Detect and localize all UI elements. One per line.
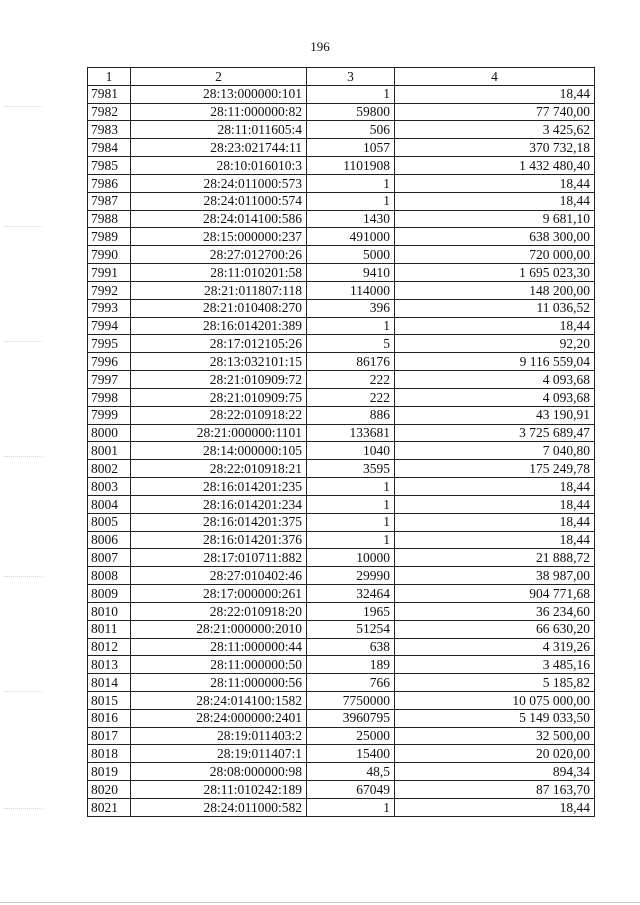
- table-row: [88, 691, 595, 709]
- table-cell-col-1: 7983: [88, 121, 131, 139]
- table-row: [88, 727, 595, 745]
- table-cell-col-1: 8014: [88, 674, 131, 692]
- table-cell-col-1: 8006: [88, 531, 131, 549]
- table-cell-col-2: 28:17:012105:26: [131, 335, 307, 353]
- table-row: [88, 192, 595, 210]
- table-cell-col-1: 8010: [88, 602, 131, 620]
- table-row: [88, 656, 595, 674]
- table-cell-col-2: 28:13:032101:15: [131, 353, 307, 371]
- table-cell-col-4: 18,44: [395, 798, 595, 816]
- table-cell-col-3: 1430: [307, 210, 395, 228]
- table-cell-col-1: 7990: [88, 246, 131, 264]
- table-cell-col-3: 1040: [307, 442, 395, 460]
- table-row: [88, 781, 595, 799]
- table-cell-col-2: 28:22:010918:21: [131, 460, 307, 478]
- table-row: [88, 157, 595, 175]
- table-cell-col-2: 28:24:000000:2401: [131, 709, 307, 727]
- table-cell-col-4: 3 425,62: [395, 121, 595, 139]
- table-cell-col-4: 1 432 480,40: [395, 157, 595, 175]
- table-cell-col-2: 28:24:011000:573: [131, 174, 307, 192]
- data-table: [87, 67, 595, 817]
- table-cell-col-2: 28:11:011605:4: [131, 121, 307, 139]
- table-cell-col-3: 133681: [307, 424, 395, 442]
- table-cell-col-3: 51254: [307, 620, 395, 638]
- table-cell-col-4: 18,44: [395, 192, 595, 210]
- table-cell-col-2: 28:24:011000:582: [131, 798, 307, 816]
- table-cell-col-2: 28:24:014100:1582: [131, 691, 307, 709]
- table-cell-col-3: 1: [307, 192, 395, 210]
- table-row: [88, 531, 595, 549]
- table-cell-col-2: 28:22:010918:20: [131, 602, 307, 620]
- table-cell-col-1: 8003: [88, 478, 131, 496]
- table-cell-col-3: 48,5: [307, 763, 395, 781]
- table-cell-col-4: 18,44: [395, 531, 595, 549]
- table-cell-col-3: 25000: [307, 727, 395, 745]
- table-cell-col-2: 28:16:014201:235: [131, 478, 307, 496]
- table-cell-col-1: 8002: [88, 460, 131, 478]
- table-row: [88, 210, 595, 228]
- table-cell-col-1: 7998: [88, 388, 131, 406]
- table-row: [88, 442, 595, 460]
- table-cell-col-4: 3 725 689,47: [395, 424, 595, 442]
- table-cell-col-2: 28:19:011403:2: [131, 727, 307, 745]
- table-row: [88, 317, 595, 335]
- table-cell-col-2: 28:21:010909:75: [131, 388, 307, 406]
- table-cell-col-4: 4 319,26: [395, 638, 595, 656]
- table-cell-col-1: 7993: [88, 299, 131, 317]
- table-cell-col-2: 28:16:014201:376: [131, 531, 307, 549]
- table-row: [88, 353, 595, 371]
- column-header-2: 2: [131, 68, 307, 86]
- table-cell-col-2: 28:16:014201:389: [131, 317, 307, 335]
- table-cell-col-1: 8016: [88, 709, 131, 727]
- table-row: [88, 745, 595, 763]
- table-cell-col-3: 5000: [307, 246, 395, 264]
- table-cell-col-2: 28:11:010242:189: [131, 781, 307, 799]
- table-cell-col-4: 720 000,00: [395, 246, 595, 264]
- table-cell-col-3: 5: [307, 335, 395, 353]
- table-cell-col-2: 28:14:000000:105: [131, 442, 307, 460]
- table-row: [88, 478, 595, 496]
- table-cell-col-1: 8005: [88, 513, 131, 531]
- table-cell-col-1: 7999: [88, 406, 131, 424]
- table-cell-col-4: 87 163,70: [395, 781, 595, 799]
- table-cell-col-2: 28:16:014201:375: [131, 513, 307, 531]
- table-cell-col-1: 8017: [88, 727, 131, 745]
- table-cell-col-4: 11 036,52: [395, 299, 595, 317]
- page-bottom-edge: [0, 902, 640, 903]
- table-header-row: [88, 68, 595, 86]
- table-cell-col-2: 28:27:010402:46: [131, 567, 307, 585]
- table-row: [88, 388, 595, 406]
- table-cell-col-4: 5 149 033,50: [395, 709, 595, 727]
- table-cell-col-2: 28:17:010711:882: [131, 549, 307, 567]
- table-cell-col-4: 9 681,10: [395, 210, 595, 228]
- table-cell-col-2: 28:11:000000:44: [131, 638, 307, 656]
- scan-margin-marks: [4, 90, 44, 830]
- table-row: [88, 585, 595, 603]
- table-cell-col-1: 8004: [88, 495, 131, 513]
- table-cell-col-4: 43 190,91: [395, 406, 595, 424]
- table-cell-col-3: 1: [307, 513, 395, 531]
- table-cell-col-3: 15400: [307, 745, 395, 763]
- table-row: [88, 246, 595, 264]
- table-row: [88, 103, 595, 121]
- table-cell-col-4: 32 500,00: [395, 727, 595, 745]
- table-cell-col-4: 18,44: [395, 317, 595, 335]
- table-cell-col-3: 1: [307, 317, 395, 335]
- table-cell-col-3: 506: [307, 121, 395, 139]
- table-cell-col-4: 38 987,00: [395, 567, 595, 585]
- table-cell-col-4: 904 771,68: [395, 585, 595, 603]
- table-cell-col-2: 28:11:000000:50: [131, 656, 307, 674]
- table-cell-col-3: 86176: [307, 353, 395, 371]
- table-cell-col-2: 28:27:012700:26: [131, 246, 307, 264]
- table-row: [88, 174, 595, 192]
- table-row: [88, 299, 595, 317]
- table-cell-col-1: 8007: [88, 549, 131, 567]
- table-cell-col-2: 28:19:011407:1: [131, 745, 307, 763]
- table-row: [88, 567, 595, 585]
- table-row: [88, 620, 595, 638]
- table-cell-col-1: 8020: [88, 781, 131, 799]
- table-cell-col-3: 886: [307, 406, 395, 424]
- table-cell-col-1: 8008: [88, 567, 131, 585]
- table-cell-col-4: 77 740,00: [395, 103, 595, 121]
- table-row: [88, 371, 595, 389]
- table-cell-col-2: 28:21:010909:72: [131, 371, 307, 389]
- table-cell-col-1: 8015: [88, 691, 131, 709]
- table-cell-col-2: 28:10:016010:3: [131, 157, 307, 175]
- table-cell-col-3: 396: [307, 299, 395, 317]
- page-number: 196: [310, 39, 330, 54]
- table-row: [88, 460, 595, 478]
- table-cell-col-4: 3 485,16: [395, 656, 595, 674]
- table-cell-col-2: 28:24:014100:586: [131, 210, 307, 228]
- table-cell-col-1: 7991: [88, 264, 131, 282]
- table-row: [88, 335, 595, 353]
- table-cell-col-3: 1965: [307, 602, 395, 620]
- table-cell-col-1: 7996: [88, 353, 131, 371]
- table-cell-col-1: 8018: [88, 745, 131, 763]
- table-cell-col-3: 1101908: [307, 157, 395, 175]
- table-row: [88, 602, 595, 620]
- column-header-3: 3: [307, 68, 395, 86]
- table-cell-col-4: 36 234,60: [395, 602, 595, 620]
- table-cell-col-2: 28:21:010408:270: [131, 299, 307, 317]
- table-cell-col-3: 638: [307, 638, 395, 656]
- table-cell-col-4: 20 020,00: [395, 745, 595, 763]
- table-cell-col-1: 7984: [88, 139, 131, 157]
- table-cell-col-3: 32464: [307, 585, 395, 603]
- table-cell-col-2: 28:21:000000:2010: [131, 620, 307, 638]
- table-cell-col-1: 7997: [88, 371, 131, 389]
- table-cell-col-3: 1: [307, 85, 395, 103]
- table-row: [88, 281, 595, 299]
- table-cell-col-1: 7986: [88, 174, 131, 192]
- table-row: [88, 763, 595, 781]
- table-cell-col-3: 491000: [307, 228, 395, 246]
- table-row: [88, 228, 595, 246]
- table-cell-col-3: 67049: [307, 781, 395, 799]
- table-row: [88, 139, 595, 157]
- table-row: [88, 549, 595, 567]
- table-cell-col-4: 10 075 000,00: [395, 691, 595, 709]
- table-cell-col-1: 8000: [88, 424, 131, 442]
- table-cell-col-1: 7981: [88, 85, 131, 103]
- table-cell-col-1: 7987: [88, 192, 131, 210]
- table-cell-col-1: 8009: [88, 585, 131, 603]
- table-cell-col-3: 29990: [307, 567, 395, 585]
- table-cell-col-2: 28:08:000000:98: [131, 763, 307, 781]
- table-cell-col-1: 8019: [88, 763, 131, 781]
- table-cell-col-1: 8001: [88, 442, 131, 460]
- table-row: [88, 638, 595, 656]
- table-cell-col-3: 1: [307, 174, 395, 192]
- table-cell-col-4: 175 249,78: [395, 460, 595, 478]
- table-row: [88, 406, 595, 424]
- table-cell-col-3: 1057: [307, 139, 395, 157]
- table-row: [88, 513, 595, 531]
- table-cell-col-2: 28:11:010201:58: [131, 264, 307, 282]
- table-cell-col-2: 28:11:000000:82: [131, 103, 307, 121]
- table-cell-col-2: 28:22:010918:22: [131, 406, 307, 424]
- table-cell-col-4: 9 116 559,04: [395, 353, 595, 371]
- table-cell-col-3: 7750000: [307, 691, 395, 709]
- table-cell-col-4: 18,44: [395, 478, 595, 496]
- table-cell-col-1: 8013: [88, 656, 131, 674]
- table-cell-col-2: 28:15:000000:237: [131, 228, 307, 246]
- table-cell-col-1: 7982: [88, 103, 131, 121]
- table-cell-col-3: 1: [307, 531, 395, 549]
- table-cell-col-1: 7989: [88, 228, 131, 246]
- table-row: [88, 121, 595, 139]
- table-cell-col-2: 28:11:000000:56: [131, 674, 307, 692]
- table-cell-col-3: 1: [307, 478, 395, 496]
- table-cell-col-1: 8021: [88, 798, 131, 816]
- table-cell-col-2: 28:13:000000:101: [131, 85, 307, 103]
- table-cell-col-3: 10000: [307, 549, 395, 567]
- table-cell-col-4: 18,44: [395, 174, 595, 192]
- table-cell-col-4: 4 093,68: [395, 388, 595, 406]
- table-row: [88, 85, 595, 103]
- table-cell-col-3: 9410: [307, 264, 395, 282]
- table-cell-col-1: 8012: [88, 638, 131, 656]
- table-cell-col-4: 7 040,80: [395, 442, 595, 460]
- table-cell-col-4: 21 888,72: [395, 549, 595, 567]
- table-cell-col-2: 28:23:021744:11: [131, 139, 307, 157]
- table-cell-col-2: 28:24:011000:574: [131, 192, 307, 210]
- table-cell-col-3: 222: [307, 388, 395, 406]
- table-row: [88, 674, 595, 692]
- table-cell-col-2: 28:17:000000:261: [131, 585, 307, 603]
- table-cell-col-3: 59800: [307, 103, 395, 121]
- table-row: [88, 709, 595, 727]
- table-cell-col-3: 1: [307, 798, 395, 816]
- table-cell-col-1: 7988: [88, 210, 131, 228]
- table-cell-col-3: 114000: [307, 281, 395, 299]
- table-cell-col-3: 1: [307, 495, 395, 513]
- table-cell-col-1: 7992: [88, 281, 131, 299]
- table-cell-col-2: 28:21:011807:118: [131, 281, 307, 299]
- table-cell-col-1: 7994: [88, 317, 131, 335]
- table-cell-col-2: 28:16:014201:234: [131, 495, 307, 513]
- table-cell-col-4: 66 630,20: [395, 620, 595, 638]
- table-row: [88, 495, 595, 513]
- table-cell-col-3: 189: [307, 656, 395, 674]
- table-cell-col-3: 3960795: [307, 709, 395, 727]
- table-cell-col-3: 766: [307, 674, 395, 692]
- table-cell-col-4: 148 200,00: [395, 281, 595, 299]
- table-cell-col-4: 638 300,00: [395, 228, 595, 246]
- table-cell-col-1: 7985: [88, 157, 131, 175]
- table-cell-col-4: 18,44: [395, 513, 595, 531]
- table-row: [88, 264, 595, 282]
- table-cell-col-4: 18,44: [395, 495, 595, 513]
- column-header-1: 1: [88, 68, 131, 86]
- table-cell-col-4: 4 093,68: [395, 371, 595, 389]
- table-cell-col-2: 28:21:000000:1101: [131, 424, 307, 442]
- table-cell-col-1: 8011: [88, 620, 131, 638]
- table-row: [88, 798, 595, 816]
- table-cell-col-3: 222: [307, 371, 395, 389]
- table-cell-col-4: 5 185,82: [395, 674, 595, 692]
- table-cell-col-4: 92,20: [395, 335, 595, 353]
- column-header-4: 4: [395, 68, 595, 86]
- table-row: [88, 424, 595, 442]
- table-cell-col-4: 1 695 023,30: [395, 264, 595, 282]
- table-cell-col-1: 7995: [88, 335, 131, 353]
- table-body: [88, 85, 595, 816]
- table-cell-col-4: 18,44: [395, 85, 595, 103]
- table-cell-col-4: 370 732,18: [395, 139, 595, 157]
- table-cell-col-3: 3595: [307, 460, 395, 478]
- table-cell-col-4: 894,34: [395, 763, 595, 781]
